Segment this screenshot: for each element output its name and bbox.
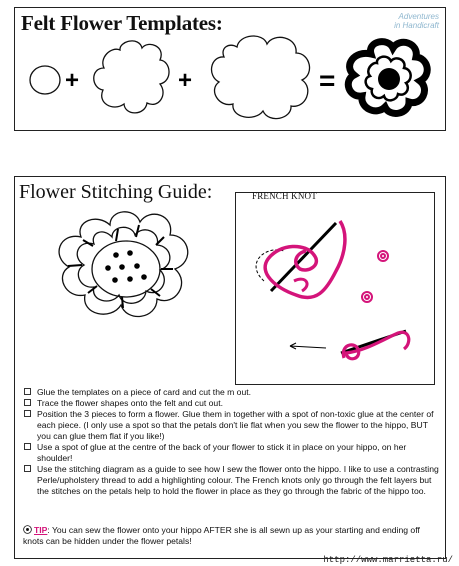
step-checkbox[interactable] — [24, 443, 31, 450]
equals-sign: = — [319, 65, 336, 96]
template-flower-medium — [94, 41, 169, 113]
list-item — [23, 442, 439, 464]
tip-text: : You can sew the flower onto your hippo AFTER she is all sewn up as your starting and ending off knots can be hidden under the flower petals! — [23, 525, 420, 546]
knot-small-1 — [378, 251, 388, 261]
french-knot-label: FRENCH KNOT — [252, 191, 317, 201]
watermark-line2: in Handicraft — [394, 21, 439, 30]
list-item — [23, 464, 439, 497]
guide-title: Flower Stitching Guide: — [19, 181, 213, 203]
knot-arrow — [290, 346, 326, 348]
step-checkbox[interactable] — [24, 410, 31, 417]
flower-icon — [23, 525, 32, 534]
step-checkbox[interactable] — [24, 399, 31, 406]
step-checkbox[interactable] — [24, 465, 31, 472]
step-text: Use the stitching diagram as a guide to see how I sew the flower onto the hippo. I like to use a contrasting Perle/upholstery thread to add a highlighting colour. The French knots only go through the felt layers but the stitches on the petals help to hold the flower in place as they go through the fabric of the hippo too. — [37, 464, 439, 496]
assembled-flower-center — [378, 68, 400, 90]
plus-sign-1: + — [65, 67, 80, 94]
step-text: Trace the flower shapes onto the felt and cut out. — [37, 398, 223, 408]
watermark-line1: Adventures — [398, 12, 439, 21]
stitching-guide-card — [14, 176, 446, 559]
tip-label: TIP — [34, 525, 48, 535]
list-item — [23, 409, 439, 442]
step-text: Use a spot of glue at the centre of the back of your flower to stick it in place on your hippo, on her shoulder! — [37, 442, 407, 463]
templates-title: Felt Flower Templates: — [21, 11, 223, 35]
tip-note — [23, 525, 439, 547]
stitching-diagram — [15, 177, 235, 387]
template-shapes — [15, 8, 445, 130]
template-flower-large — [212, 36, 310, 119]
templates-card — [14, 7, 446, 131]
step-text: Position the 3 pieces to form a flower. Glue them in together with a spot of non-toxic glue at the center of each piece. (I only use a spot so that the petals don't lie flat when you sew the flower to the hippo, BUT you can glue them flat if you like!) — [37, 409, 434, 441]
instruction-list — [23, 387, 439, 497]
french-knot-diagram — [235, 192, 435, 385]
knot-thread-1b — [294, 279, 307, 291]
list-item — [23, 398, 439, 409]
knot-small-2 — [362, 292, 372, 302]
plus-sign-2: + — [178, 67, 193, 94]
source-url: http://www.marrietta.ru/ — [323, 555, 453, 565]
template-circle — [30, 66, 60, 94]
step-text: Glue the templates on a piece of card and cut the m out. — [37, 387, 252, 397]
step-checkbox[interactable] — [24, 388, 31, 395]
diagram-flower-center — [92, 241, 160, 297]
french-knot-illustration — [236, 193, 436, 385]
knot-thread-2 — [343, 332, 409, 358]
list-item — [23, 387, 439, 398]
